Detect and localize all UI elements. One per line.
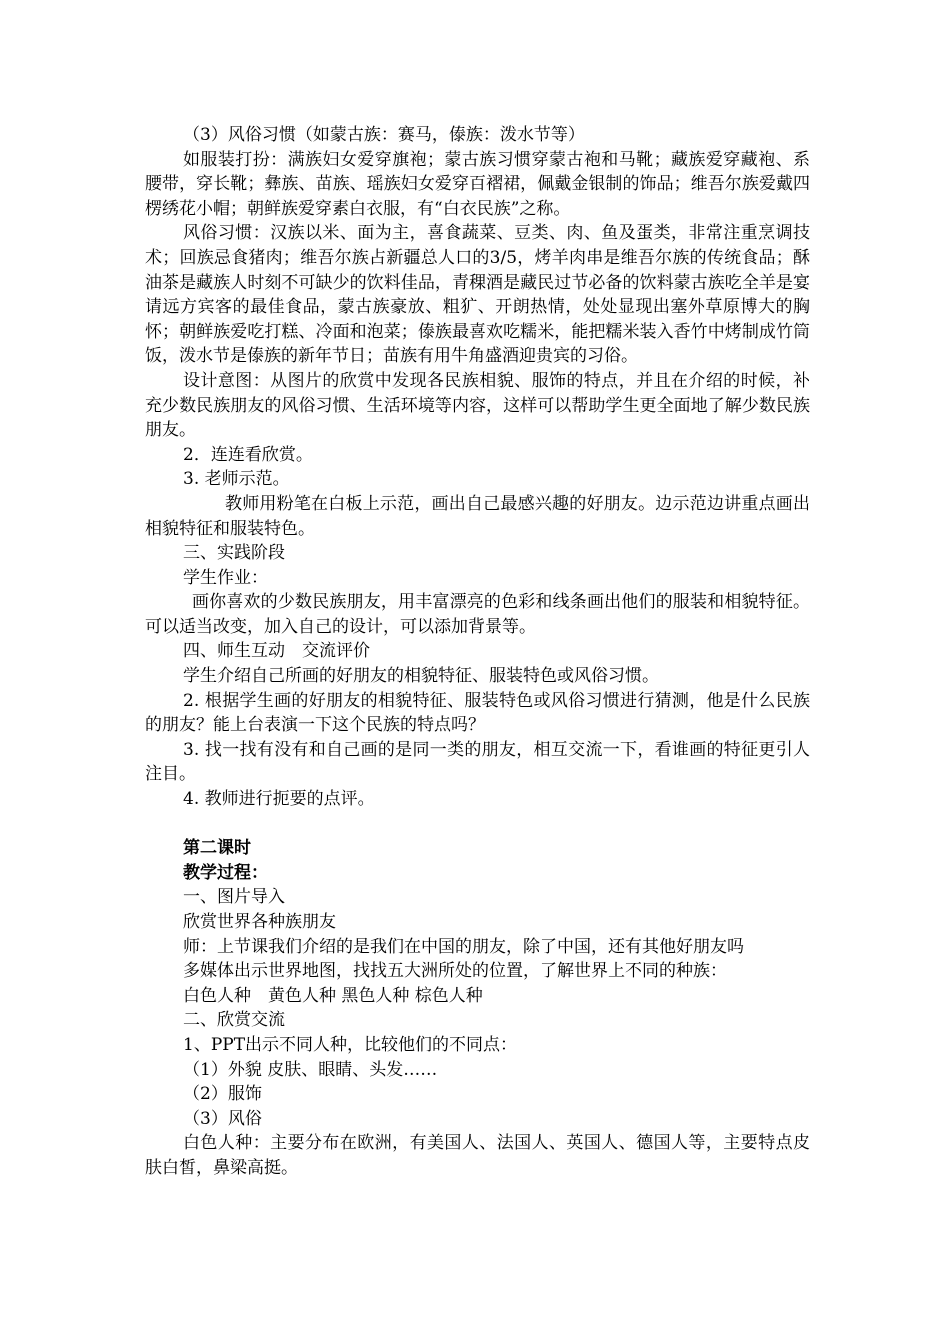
lesson2-line: 白色人种 黄色人种 黑色人种 棕色人种 <box>183 985 483 1006</box>
lesson2-line: 多媒体出示世界地图，找找五大洲所处的位置，了解世界上不同的种族： <box>183 961 727 982</box>
lesson2-line: 二、欣赏交流 <box>183 1010 285 1031</box>
document-body <box>145 123 810 1181</box>
paragraph-matching: 2．连连看欣赏。 <box>183 444 313 465</box>
lesson2-line: （3）风俗 <box>183 1108 262 1129</box>
lesson2-line: 白色人种：主要分布在欧洲，有美国人、法国人、英国人、德国人等，主要特点皮肤白皙，鼻梁高挺。 <box>145 1133 810 1178</box>
lesson2-line: （2）服饰 <box>183 1084 262 1105</box>
blank-line <box>145 812 810 837</box>
paragraph-demo-title: 3. 老师示范。 <box>183 469 290 490</box>
paragraph-introduce: 学生介绍自己所画的好朋友的相貌特征、服装特色或风俗习惯。 <box>183 666 659 687</box>
lesson2-subheading: 教学过程： <box>183 862 268 883</box>
lesson2-heading: 第二课时 <box>183 838 251 859</box>
lesson2-line: 1、PPT出示不同人种，比较他们的不同点： <box>183 1034 518 1055</box>
paragraph-customs-heading: （3）风俗习惯（如蒙古族：赛马，傣族：泼水节等） <box>183 125 585 145</box>
section-practice: 三、实践阶段 <box>183 543 285 564</box>
lesson2-line: （1）外貌 皮肤、眼睛、头发…… <box>183 1059 438 1080</box>
lesson2-line: 一、图片导入 <box>183 887 285 908</box>
section-interaction: 四、师生互动 交流评价 <box>183 641 370 662</box>
paragraph-demo: 教师用粉笔在白板上示范，画出自己最感兴趣的好朋友。边示范边讲重点画出相貌特征和服装特色。 <box>145 493 810 539</box>
lesson2-line: 欣赏世界各种族朋友 <box>183 912 336 932</box>
paragraph-comment: 4. 教师进行扼要的点评。 <box>183 789 375 810</box>
paragraph-clothing: 如服装打扮：满族妇女爱穿旗袍；蒙古族习惯穿蒙古袍和马靴；藏族爱穿藏袍、系腰带，穿长靴；彝族、苗族、瑶族妇女爱穿百褶裙，佩戴金银制的饰品；维吾尔族爱戴四楞绣花小帽；朝鲜族爱穿素白衣服，有“白衣民族”之称。 <box>145 149 810 219</box>
paragraph-find: 3. 找一找有没有和自己画的是同一类的朋友，相互交流一下，看谁画的特征更引人注目。 <box>145 739 810 785</box>
paragraph-guess: 2. 根据学生画的好朋友的相貌特征、服装特色或风俗习惯进行猜测，他是什么民族的朋友？能上台表演一下这个民族的特点吗？ <box>145 690 810 736</box>
lesson2-line: 师：上节课我们介绍的是我们在中国的朋友，除了中国，还有其他好朋友吗 <box>183 936 744 957</box>
paragraph-homework: 画你喜欢的少数民族朋友，用丰富漂亮的色彩和线条画出他们的服装和相貌特征。可以适当改变，加入自己的设计，可以添加背景等。 <box>145 592 810 637</box>
paragraph-homework-label: 学生作业： <box>183 567 268 588</box>
paragraph-customs: 风俗习惯：汉族以米、面为主，喜食蔬菜、豆类、肉、鱼及蛋类，非常注重烹调技术；回族忌食猪肉；维吾尔族占新疆总人口的3/5，烤羊肉串是维吾尔族的传统食品；酥油茶是藏族人时刻不可缺少的饮料佳品，青稞酒是藏民过节必备的饮料蒙古族吃全羊是宴请远方宾客的最佳食品，蒙古族豪放、粗犷、开朗热情，处处显现出塞外草原博大的胸怀；朝鲜族爱吃打糕、冷面和泡菜；傣族最喜欢吃糯米，能把糯米装入香竹中烤制成竹筒饭，泼水节是傣族的新年节日；苗族有用牛角盛酒迎贵宾的习俗。 <box>145 223 810 367</box>
paragraph-design-intent: 设计意图：从图片的欣赏中发现各民族相貌、服饰的特点，并且在介绍的时候，补充少数民族朋友的风俗习惯、生活环境等内容，这样可以帮助学生更全面地了解少数民族朋友。 <box>145 370 810 441</box>
